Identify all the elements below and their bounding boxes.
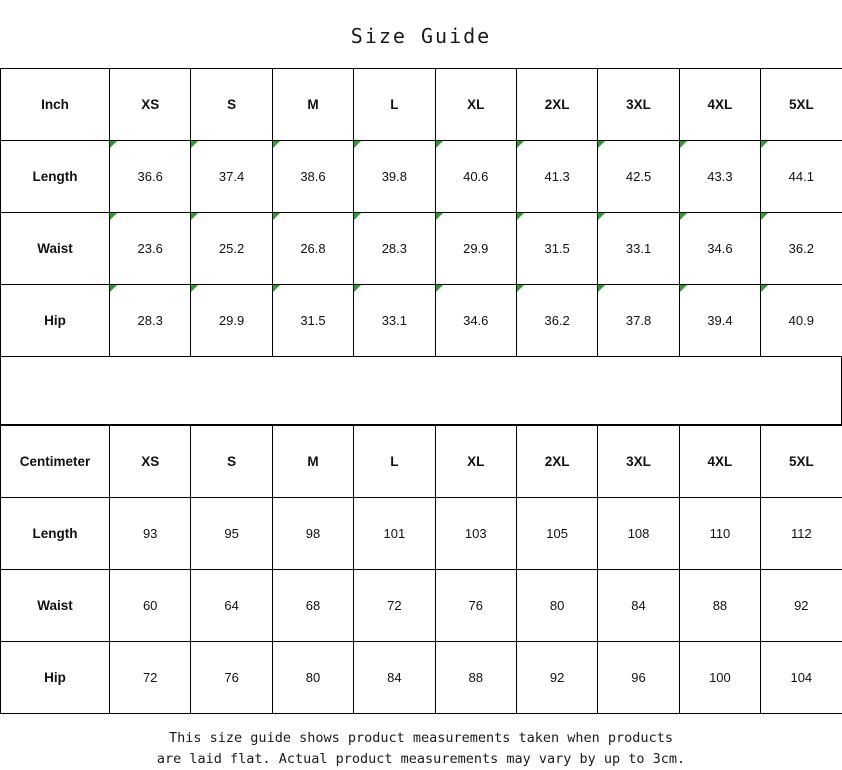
cell-waist-xs: 23.6: [110, 213, 191, 285]
cell-hip-l: 33.1: [354, 285, 435, 357]
footer-note: [0, 714, 842, 770]
size-table-inch: [0, 68, 842, 357]
cell-waist-3xl: 33.1: [598, 213, 679, 285]
cell-length-2xl: 41.3: [516, 141, 597, 213]
cell-hip-2xl: 92: [516, 642, 597, 714]
row-label-hip: Hip: [1, 285, 110, 357]
cell-hip-m: 80: [272, 642, 353, 714]
cell-length-3xl: 108: [598, 498, 679, 570]
cell-hip-m: 31.5: [272, 285, 353, 357]
cell-length-s: 95: [191, 498, 272, 570]
cell-hip-l: 84: [354, 642, 435, 714]
column-header-xl: XL: [435, 426, 516, 498]
cell-length-xs: 93: [110, 498, 191, 570]
cell-waist-xs: 60: [110, 570, 191, 642]
cell-length-s: 37.4: [191, 141, 272, 213]
cell-hip-4xl: 39.4: [679, 285, 760, 357]
cell-length-5xl: 112: [761, 498, 842, 570]
cell-length-l: 101: [354, 498, 435, 570]
cell-length-5xl: 44.1: [761, 141, 842, 213]
table-header-row: [1, 69, 842, 141]
column-header-xs: XS: [110, 426, 191, 498]
cell-hip-5xl: 104: [761, 642, 842, 714]
column-header-5xl: 5XL: [761, 69, 842, 141]
column-header-2xl: 2XL: [516, 69, 597, 141]
cell-hip-xs: 72: [110, 642, 191, 714]
row-label-waist: Waist: [1, 570, 110, 642]
table-row: [1, 642, 842, 714]
column-header-4xl: 4XL: [679, 69, 760, 141]
column-header-s: S: [191, 69, 272, 141]
row-label-length: Length: [1, 141, 110, 213]
cell-length-m: 38.6: [272, 141, 353, 213]
row-label-hip: Hip: [1, 642, 110, 714]
cell-waist-3xl: 84: [598, 570, 679, 642]
cell-waist-2xl: 31.5: [516, 213, 597, 285]
cell-length-xl: 40.6: [435, 141, 516, 213]
column-header-l: L: [354, 69, 435, 141]
table-header-row: [1, 426, 842, 498]
column-header-2xl: 2XL: [516, 426, 597, 498]
cell-waist-2xl: 80: [516, 570, 597, 642]
column-header-3xl: 3XL: [598, 69, 679, 141]
cell-waist-xl: 29.9: [435, 213, 516, 285]
column-header-s: S: [191, 426, 272, 498]
column-header-5xl: 5XL: [761, 426, 842, 498]
table-row: [1, 141, 842, 213]
cell-length-4xl: 110: [679, 498, 760, 570]
column-header-xl: XL: [435, 69, 516, 141]
column-header-xs: XS: [110, 69, 191, 141]
footer-line-2: are laid flat. Actual product measurements may vary by up to 3cm.: [0, 749, 842, 770]
cell-waist-4xl: 34.6: [679, 213, 760, 285]
cell-length-xs: 36.6: [110, 141, 191, 213]
cell-length-xl: 103: [435, 498, 516, 570]
cell-waist-l: 28.3: [354, 213, 435, 285]
table-row: [1, 570, 842, 642]
column-header-4xl: 4XL: [679, 426, 760, 498]
table-row: [1, 498, 842, 570]
cell-length-3xl: 42.5: [598, 141, 679, 213]
cell-hip-s: 76: [191, 642, 272, 714]
cell-waist-xl: 76: [435, 570, 516, 642]
footer-line-1: This size guide shows product measurements taken when products: [0, 728, 842, 749]
column-header-3xl: 3XL: [598, 426, 679, 498]
table-row: [1, 285, 842, 357]
cell-length-m: 98: [272, 498, 353, 570]
cell-hip-3xl: 96: [598, 642, 679, 714]
column-header-l: L: [354, 426, 435, 498]
row-label-waist: Waist: [1, 213, 110, 285]
cell-waist-4xl: 88: [679, 570, 760, 642]
page-title: Size Guide: [0, 0, 842, 68]
cell-hip-s: 29.9: [191, 285, 272, 357]
cell-waist-s: 25.2: [191, 213, 272, 285]
table-separator: [0, 357, 842, 425]
cell-hip-5xl: 40.9: [761, 285, 842, 357]
table-row: [1, 213, 842, 285]
cell-hip-xl: 88: [435, 642, 516, 714]
cell-hip-4xl: 100: [679, 642, 760, 714]
cell-hip-xl: 34.6: [435, 285, 516, 357]
cell-waist-l: 72: [354, 570, 435, 642]
row-label-length: Length: [1, 498, 110, 570]
column-header-m: M: [272, 426, 353, 498]
cell-length-4xl: 43.3: [679, 141, 760, 213]
cell-length-2xl: 105: [516, 498, 597, 570]
column-header-m: M: [272, 69, 353, 141]
cell-waist-5xl: 92: [761, 570, 842, 642]
cell-hip-xs: 28.3: [110, 285, 191, 357]
unit-label-centimeter: Centimeter: [1, 426, 110, 498]
cell-waist-5xl: 36.2: [761, 213, 842, 285]
cell-waist-m: 68: [272, 570, 353, 642]
cell-waist-m: 26.8: [272, 213, 353, 285]
cell-waist-s: 64: [191, 570, 272, 642]
cell-hip-2xl: 36.2: [516, 285, 597, 357]
cell-hip-3xl: 37.8: [598, 285, 679, 357]
cell-length-l: 39.8: [354, 141, 435, 213]
size-table-centimeter: [0, 425, 842, 714]
unit-label-inch: Inch: [1, 69, 110, 141]
